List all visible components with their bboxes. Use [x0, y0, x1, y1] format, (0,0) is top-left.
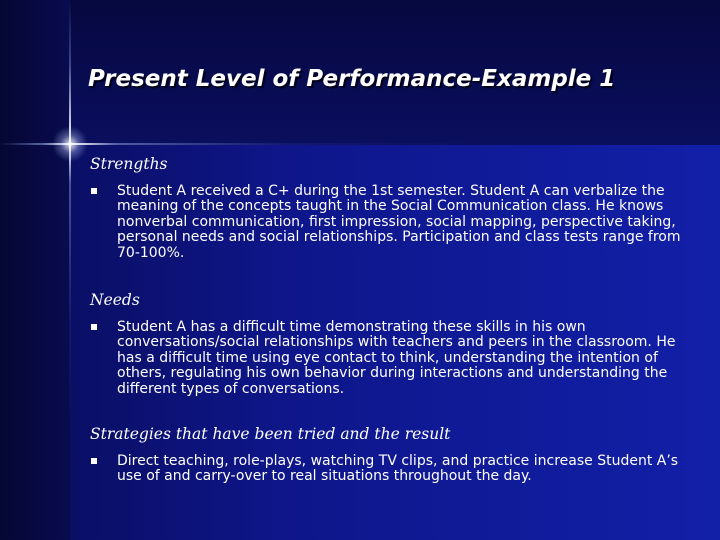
square-bullet-icon — [91, 324, 97, 330]
section-heading-strategies: Strategies that have been tried and the result — [90, 425, 451, 443]
lens-flare-horizontal — [0, 143, 720, 145]
list-item-text: Direct teaching, role-plays, watching TV clips, and practice increase Student A’s use of and carry-over to real situations throughout the day. — [117, 453, 679, 485]
section-heading-needs: Needs — [90, 291, 140, 309]
square-bullet-icon — [91, 458, 97, 464]
section-heading-strengths: Strengths — [90, 155, 168, 173]
list-item-text: Student A has a difficult time demonstrating these skills in his own conversations/social relationships with teachers and peers in the classroom. He has a difficult time using eye contact to think, understanding the intention of others, regulating his own behavior during interactions and understanding the different types of conversations. — [117, 319, 676, 397]
square-bullet-icon — [91, 188, 97, 194]
slide-title: Present Level of Performance-Example 1 — [88, 66, 616, 92]
lens-flare-glow — [52, 126, 88, 162]
section-strategies — [90, 424, 690, 485]
lens-flare-vertical — [69, 0, 71, 540]
list-item — [90, 454, 690, 485]
section-needs — [90, 290, 690, 397]
list-item-text: Student A received a C+ during the 1st semester. Student A can verbalize the meaning of the concepts taught in the Social Communication class. He knows nonverbal communication, first impression, social mapping, perspective taking, personal needs and social relationships. Participation and class tests range from 70-100%. — [117, 183, 681, 261]
section-strengths — [90, 154, 690, 261]
left-band — [0, 0, 70, 540]
list-item — [90, 320, 690, 397]
list-item — [90, 184, 690, 261]
